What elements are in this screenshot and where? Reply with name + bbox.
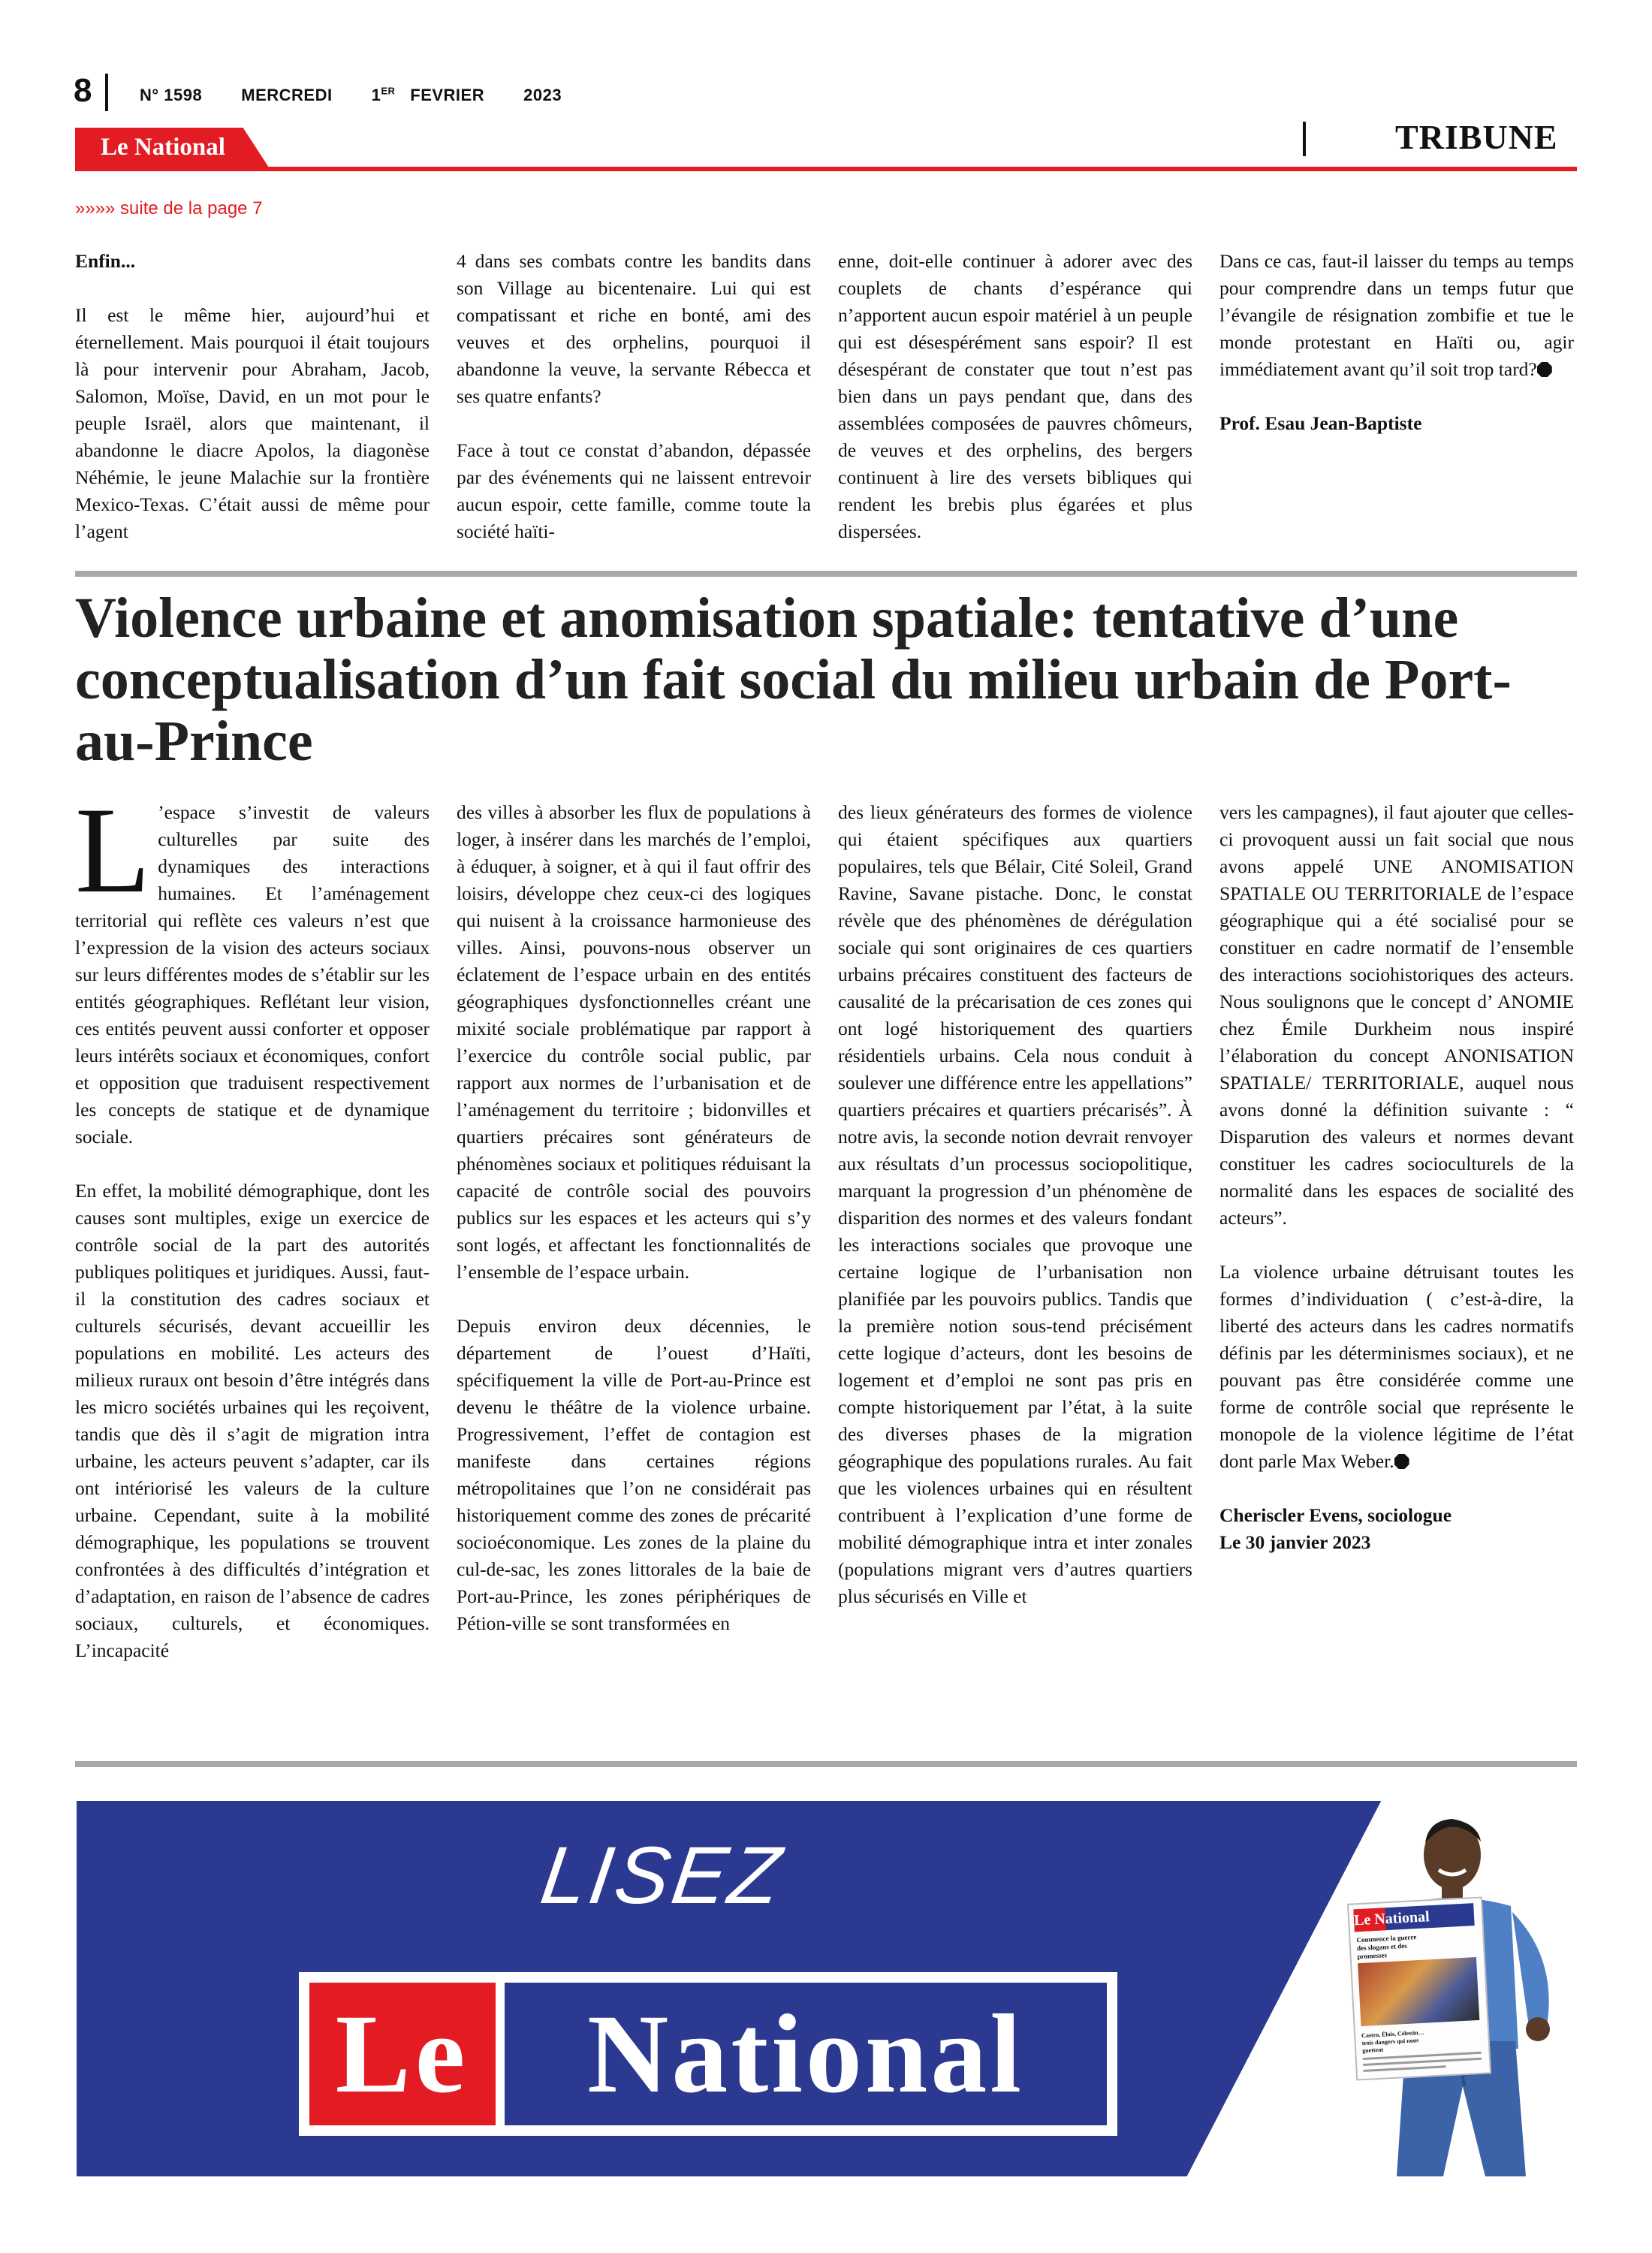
issue-date [372,86,396,104]
mini-newspaper-headline: Commence la guerre des slogans et des promesses [1356,1933,1417,1961]
article-paragraph [1219,1259,1574,1475]
end-mark-icon [1394,1454,1409,1469]
article-text: ’espace s’investit de valeurs culturelles par suite des dynamiques des interactions humaines. Et l’aménagement territorial qui reflète ces valeurs n’est que l’expression de la vision des acteurs sociaux sur leurs différentes modes de s’établir sur les entités géographiques. Reflétant leur vision, ces entités peuvent aussi conforter et opposer leurs intérêts sociaux et économiques, confort et opposition que traduisent respectivement les concepts de statique et de dynamique sociale. [75,801,430,1148]
issue-day: 1 [371,86,381,105]
continued-from-link[interactable]: »»»» suite de la page 7 [75,198,263,219]
article-col-2 [457,799,811,1637]
article-paragraph: des lieux générateurs des formes de violence qui étaient spécifiques aux quartiers populaires, tels que Bélair, Cité Soleil, Grand Ravine, Savane pistache. Donc, le constat révèle que des phénomènes de dérégulation sociale qui sont originaires de ces quartiers urbains précaires constituent des facteurs de causalité de la précarisation de ces zones qui ont logé historiquement des quartiers résidentiels urbains. Cela nous conduit à soulever une différence entre les appellations” quartiers précaires et quartiers précarisés”. À notre avis, la seconde notion devrait renvoyer aux résultats d’un processus sociopolitique, marquant la progression d’un phénomène de disparition des normes et des valeurs fondant les interactions sociales que provoque une certaine logique de l’urbanisation non planifiée par les pouvoirs publics. Tandis que la première notion sous-tend précisément cette logique d’acteurs, dont les besoins de logement et d’emploi ne sont pas pris en compte historiquement par l’état, à la suite des diverses phases de la migration géographique des populations rurales. Au fait que les violences urbaines qui en résultent contribuent à l’explication d’une forme de mobilité démographique intra et inter zonales (populations migrant vers d’autres quartiers plus sécurisés en Ville et [838,801,1192,1607]
article-paragraph: des villes à absorber les flux de populations à loger, à insérer dans les marchés de l’emploi, à éduquer, à soigner, et à qui il faut offrir des loisirs, développe chez ceux-ci des logiques qui nuisent à la croissance harmonieuse des villes. Ainsi, pouvons-nous observer un éclatement de l’espace urbain en des entités géographiques dysfonctionnelles créant une mixité sociale problématique par rapport à l’exercice du contrôle social public, par rapport aux normes de l’urbanisation et de l’aménagement du territoire ; bidonvilles et quartiers précaires sont générateurs de phénomènes sociaux et politiques réduisant la capacité de contrôle social des pouvoirs publics sur les espaces et les acteurs qui s’y sont logés, et affectant les fonctionnalités de l’ensemble de l’espace urbain. [457,801,811,1283]
section-divider-rule [75,571,1577,577]
ad-logo [299,1972,1117,2136]
ad-logo-le: Le [335,1992,470,2116]
article-col-4 [1219,799,1574,1556]
mini-newspaper [1347,1896,1491,2080]
mini-newspaper-le: Le [1353,1911,1371,1929]
masthead-rule [75,167,1577,171]
issue-day-suffix: ER [381,86,396,97]
prev-article-col-2 [457,248,811,545]
prev-article-paragraph: 4 dans ses combats contre les bandits dans son Village au bicentenaire. Lui qui est compatissant et riche en bonté, ami des veuves et des orphelins, pourquoi il abandonne la veuve, la servante Rébecca et ses quatre enfants? [457,250,811,407]
mini-newspaper-wordmark [1353,1903,1474,1932]
issue-dateline [140,86,601,105]
article-paragraph: vers les campagnes), il faut ajouter que celles-ci provoquent aussi un fait social que nous avons appelé UNE ANOMISATION SPATIALE OU TERRITORIALE de l’espace géographique qui a été socialisé pour se constituer en cadre normatif de l’ensemble des interactions sociohistoriques des acteurs. Nous soulignons que le concept d’ ANOMIE chez Émile Durkheim nous inspiré l’élaboration du concept ANONISATION SPATIALE/ TERRITORIALE, auquel nous avons donné la définition suivante : “ Disparution des valeurs et normes devant constituer les cadres socioculturels de la normalité dans les espaces de socialité des acteurs”. [1219,801,1574,1229]
prev-article-col-1 [75,248,430,545]
prev-article-author: Prof. Esau Jean-Baptiste [1219,412,1422,434]
prev-article-text: Dans ce cas, faut-il laisser du temps au temps pour comprendre dans un temps futur que l’évangile de résignation zombifie et tue le monde protestant en Haïti ou, agir immédiatement avant qu’il soit trop tard? [1219,250,1574,380]
section-divider [1303,122,1306,156]
prev-article-col-4 [1219,248,1574,437]
brand-name: Le National [101,134,225,161]
prev-article-subhead: Enfin... [75,250,136,272]
ad-logo-wordmark [309,1983,1107,2125]
prev-article-paragraph: enne, doit-elle continuer à adorer avec des couplets de chants d’espérance qui n’apportent aucun espoir matériel à un peuple qui est désespérément sans espoir? Il est désespérant de constater que tout n’est pas bien dans un pays pendant que, dans des assemblées composées de pauvres chômeurs, de veuves et des orphelins, des bergers continuent à lire des versets bibliques qui rendent les brebis plus égarées et plus dispersées. [838,250,1192,542]
page-number: 8 [74,72,92,109]
issue-number: N° 1598 [140,86,203,105]
drop-cap: L [75,783,151,918]
mini-newspaper-name: National [1373,1908,1430,1928]
article-headline: Violence urbaine et anomisation spatiale: tentative d’une conceptualisation d’un fait social du milieu urbain de Port-au-Prince [75,587,1512,773]
article-date: Le 30 janvier 2023 [1219,1531,1371,1553]
article-paragraph: Depuis environ deux décennies, le département de l’ouest d’Haïti, spécifiquement la ville de Port-au-Prince est devenu le théâtre de la violence urbaine. Progressivement, l’effet de contagion est manifeste dans certaines régions métropolitaines que l’on ne considérait pas historiquement comme des zones de précarité socioéconomique. Les zones de la plaine du cul-de-sac, les zones littorales de la baie de Port-au-Prince, les zones périphériques de Pétion-ville se sont transformées en [457,1315,811,1634]
page-number-divider [105,74,108,111]
ad-logo-name: National [586,1992,1025,2116]
issue-weekday: MERCREDI [241,86,333,105]
end-mark-icon [1537,362,1552,377]
issue-month: FEVRIER [410,86,485,105]
issue-year: 2023 [523,86,562,105]
article-col-3 [838,799,1192,1610]
prev-article-paragraph: Il est le même hier, aujourd’hui et éternellement. Mais pourquoi il était toujours là pour intervenir pour Abraham, Jacob, Salomon, Moïse, David, en un mot pour le peuple Israël, alors que maintenant, il abandonne le diacre Apolos, la diagonèse Néhémie, le jeune Malachie sur la frontière Mexico-Texas. C’était aussi de même pour l’agent [75,304,430,542]
mini-newspaper-photo [1358,1957,1479,2026]
article-byline [1219,1502,1574,1556]
subscription-ad[interactable] [77,1801,1575,2176]
article-paragraph [75,783,430,1151]
article-author: Cheriscler Evens, sociologue [1219,1504,1452,1526]
prev-article-col-3 [838,248,1192,545]
reader-right-hand [1526,2017,1550,2041]
reader-right-arm [1512,1912,1549,2026]
ad-tagline: LISEZ [535,1829,789,1920]
article-col-1 [75,783,430,1664]
article-text: La violence urbaine détruisant toutes les formes d’individuation ( c’est-à-dire, la liberté des acteurs dans les cadres normatifs définis par les déterminismes sociaux), et ne pouvant pas être considérée comme une forme de contrôle social que représente le monopole de la violence légitime de l’état dont parle Max Weber. [1219,1261,1574,1472]
ad-divider-rule [75,1761,1577,1767]
prev-article-paragraph: Face à tout ce constat d’abandon, dépassée par des événements qui ne laissent entrevoir aucun espoir, cette famille, comme toute la société haïti- [457,439,811,542]
prev-article-paragraph [1219,248,1574,383]
article-paragraph: En effet, la mobilité démographique, dont les causes sont multiples, exige un exercice de contrôle social de la part des autorités publiques politiques et juridiques. Aussi, faut-il la constitution des cadres sociaux et culturels sécurisés, devant accueillir les populations en mobilité. Les acteurs des milieux ruraux ont besoin d’être intégrés dans les micro sociétés urbaines qui les reçoivent, tandis que dès il s’agit de migration intra urbaine, les acteurs peuvent s’adapter, car ils ont intériorisé les valeurs de la culture urbaine. Cependant, suite à la mobilité démographique, les populations se trouvent confrontées à des difficultés d’intégration et d’adaptation, en raison de l’absence de cadres sociaux, culturels, et économiques. L’incapacité [75,1180,430,1661]
mini-newspaper-text-line [1364,2065,1446,2072]
section-label: TRIBUNE [1395,118,1558,156]
mini-newspaper-subhead: Castro, Élois, Célestin… trois dangers qui nous guettent [1361,2028,1424,2055]
